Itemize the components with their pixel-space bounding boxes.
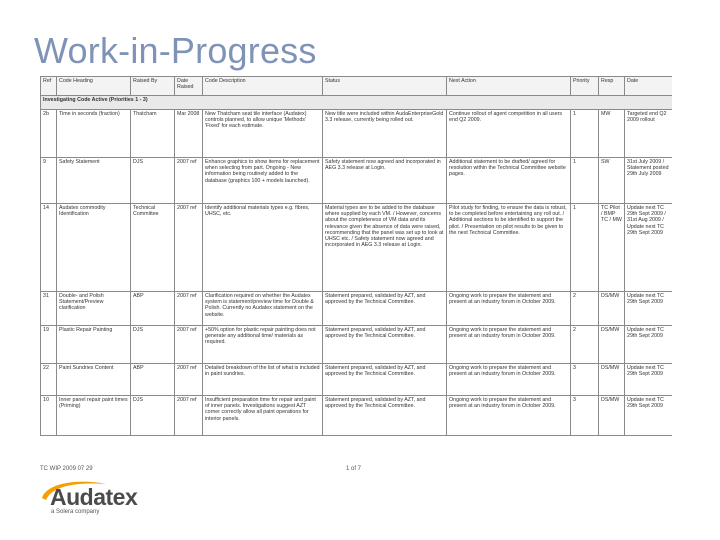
- cell-next-action: Ongoing work to prepare the statement and present at an industry forum in October 2009.: [447, 396, 571, 436]
- cell-date-raised: Mar 2008: [175, 110, 203, 158]
- cell-description: Detailed breakdown of the list of what is included in paint sundries.: [203, 364, 323, 396]
- section-row: [41, 96, 673, 110]
- section-label: Investigating Code Active (Priorities 1 - 3): [41, 96, 673, 110]
- logo-tagline: a Solera company: [51, 509, 100, 515]
- cell-priority: 2: [571, 326, 599, 364]
- header-status: Status: [323, 77, 447, 96]
- cell-heading: Plastic Repair Painting: [57, 326, 131, 364]
- cell-date: Update next TC 29th Sept 2009: [625, 326, 673, 364]
- table-row: [41, 396, 673, 436]
- cell-heading: Safety Statement: [57, 158, 131, 204]
- header-date: Date: [625, 77, 673, 96]
- cell-resp: DS/MW: [599, 292, 625, 326]
- cell-heading: Audatex commodity Identification: [57, 204, 131, 292]
- slide-title: Work-in-Progress: [34, 30, 317, 71]
- header-ref: Ref: [41, 77, 57, 96]
- cell-status: Material types are to be added to the database where supplied by each VM. / However, concerns about the completeness of VM data and its relevance given the absence of data were raised, recommending that the panel was set up to look at UHSC etc. / Safety statement now agreed and incorporated in AEG 3.3 release at Login.: [323, 204, 447, 292]
- cell-status: Statement prepared, validated by AZT, and approved by the Technical Committee.: [323, 326, 447, 364]
- cell-next-action: Pilot study for finding, to ensure the data is robust, to be completed before entertaining any roll out. / Additional sections to be identified to support the pilot. / Presentation on pilot results to be given to the next Technical Committee.: [447, 204, 571, 292]
- cell-ref: 9: [41, 158, 57, 204]
- wip-table-container: [40, 76, 672, 442]
- header-priority: Priority: [571, 77, 599, 96]
- table-row: [41, 204, 673, 292]
- cell-description: +50% option for plastic repair painting does not generate any additional time/ materials as required.: [203, 326, 323, 364]
- cell-ref: 10: [41, 396, 57, 436]
- cell-date-raised: 2007 ref: [175, 204, 203, 292]
- footer-doc-code: TC WIP 2009 07 29: [40, 466, 93, 472]
- cell-priority: 3: [571, 396, 599, 436]
- table-row: [41, 326, 673, 364]
- table-row: [41, 110, 673, 158]
- cell-raised-by: ABP: [131, 364, 175, 396]
- cell-description: Insufficient preparation time for repair and paint of inner panels. Investigations suggest AZT corner correctly allow all paint operations for interior panels.: [203, 396, 323, 436]
- cell-next-action: Ongoing work to prepare the statement and present at an industry forum in October 2009.: [447, 364, 571, 396]
- cell-description: New Thatcham seat tile interface (Audatex) controls planned, to allow unique 'Methods' 'Fixed' for each estimate.: [203, 110, 323, 158]
- cell-resp: SW: [599, 158, 625, 204]
- cell-date: Update next TC 29th Sept 2009: [625, 364, 673, 396]
- header-next-action: Next Action: [447, 77, 571, 96]
- cell-raised-by: Technical Committee: [131, 204, 175, 292]
- cell-raised-by: ABP: [131, 292, 175, 326]
- cell-priority: 1: [571, 158, 599, 204]
- cell-priority: 3: [571, 364, 599, 396]
- cell-next-action: Ongoing work to prepare the statement and present at an industry forum in October 2009.: [447, 326, 571, 364]
- cell-description: Clarification required on whether the Audatex system is statement/preview time for Double & Polish. Currently no Audatex statement on the website.: [203, 292, 323, 326]
- cell-heading: Time in seconds (fraction): [57, 110, 131, 158]
- cell-raised-by: DJS: [131, 326, 175, 364]
- cell-status: Safety statement now agreed and incorporated in AEG 3.3 release at Login.: [323, 158, 447, 204]
- header-code-heading: Code Heading: [57, 77, 131, 96]
- header-resp: Resp: [599, 77, 625, 96]
- cell-date: 31st July 2009 / Statement posted 29th July 2009: [625, 158, 673, 204]
- cell-next-action: Continue rollout of agent competition in all users end Q2 2009.: [447, 110, 571, 158]
- cell-raised-by: DJS: [131, 158, 175, 204]
- cell-next-action: Ongoing work to prepare the statement and present at an industry forum in October 2009.: [447, 292, 571, 326]
- footer-page-number: 1 of 7: [346, 466, 362, 472]
- logo-wordmark: Audatex: [50, 484, 138, 510]
- cell-priority: 1: [571, 110, 599, 158]
- cell-status: New title were included within AudaEnterpriseGold 3.3 release, currently being rolled out.: [323, 110, 447, 158]
- cell-ref: 19: [41, 326, 57, 364]
- cell-ref: 14: [41, 204, 57, 292]
- table-row: [41, 292, 673, 326]
- header-raised-by: Raised By: [131, 77, 175, 96]
- cell-description: Identify additional materials types e.g. fibres, UHSC, etc.: [203, 204, 323, 292]
- cell-raised-by: Thatcham: [131, 110, 175, 158]
- cell-priority: 2: [571, 292, 599, 326]
- cell-resp: DS/MW: [599, 364, 625, 396]
- cell-heading: Inner panel repair paint times (Priming): [57, 396, 131, 436]
- cell-status: Statement prepared, validated by AZT, and approved by the Technical Committee.: [323, 396, 447, 436]
- cell-priority: 1: [571, 204, 599, 292]
- cell-resp: TC Pilot / BMP TC / MW: [599, 204, 625, 292]
- cell-resp: DS/MW: [599, 326, 625, 364]
- cell-date-raised: 2007 ref: [175, 292, 203, 326]
- cell-date-raised: 2007 ref: [175, 326, 203, 364]
- audatex-logo: [36, 478, 156, 518]
- cell-date: Update next TC 29th Sept 2009: [625, 396, 673, 436]
- table-header-row: [41, 77, 673, 96]
- wip-table: [40, 76, 672, 436]
- cell-description: Enhance graphics to show items for replacement when selecting from part. Ongoing - New information being routinely added to the database (graphics 100 + models launched).: [203, 158, 323, 204]
- cell-resp: DS/MW: [599, 396, 625, 436]
- header-code-description: Code Description: [203, 77, 323, 96]
- cell-ref: 31: [41, 292, 57, 326]
- cell-next-action: Additional statement to be drafted/ agreed for resolution within the Technical Committee website pages.: [447, 158, 571, 204]
- header-date-raised: Date Raised: [175, 77, 203, 96]
- cell-ref: 2b: [41, 110, 57, 158]
- cell-date: Targeted end Q2 2009 rollout: [625, 110, 673, 158]
- cell-date: Update next TC 29th Sept 2009: [625, 292, 673, 326]
- cell-status: Statement prepared, validated by AZT, and approved by the Technical Committee.: [323, 292, 447, 326]
- cell-heading: Double- and Polish Statement/Preview clarification: [57, 292, 131, 326]
- cell-ref: 22: [41, 364, 57, 396]
- cell-date-raised: 2007 ref: [175, 364, 203, 396]
- table-row: [41, 158, 673, 204]
- cell-heading: Paint Sundries Content: [57, 364, 131, 396]
- cell-status: Statement prepared, validated by AZT, and approved by the Technical Committee.: [323, 364, 447, 396]
- cell-date-raised: 2007 ref: [175, 158, 203, 204]
- table-row: [41, 364, 673, 396]
- cell-raised-by: DJS: [131, 396, 175, 436]
- cell-date: Update next TC 29th Sept 2009 / 31st Aug 2009 / Update next TC 29th Sept 2009: [625, 204, 673, 292]
- cell-date-raised: 2007 ref: [175, 396, 203, 436]
- cell-resp: MW: [599, 110, 625, 158]
